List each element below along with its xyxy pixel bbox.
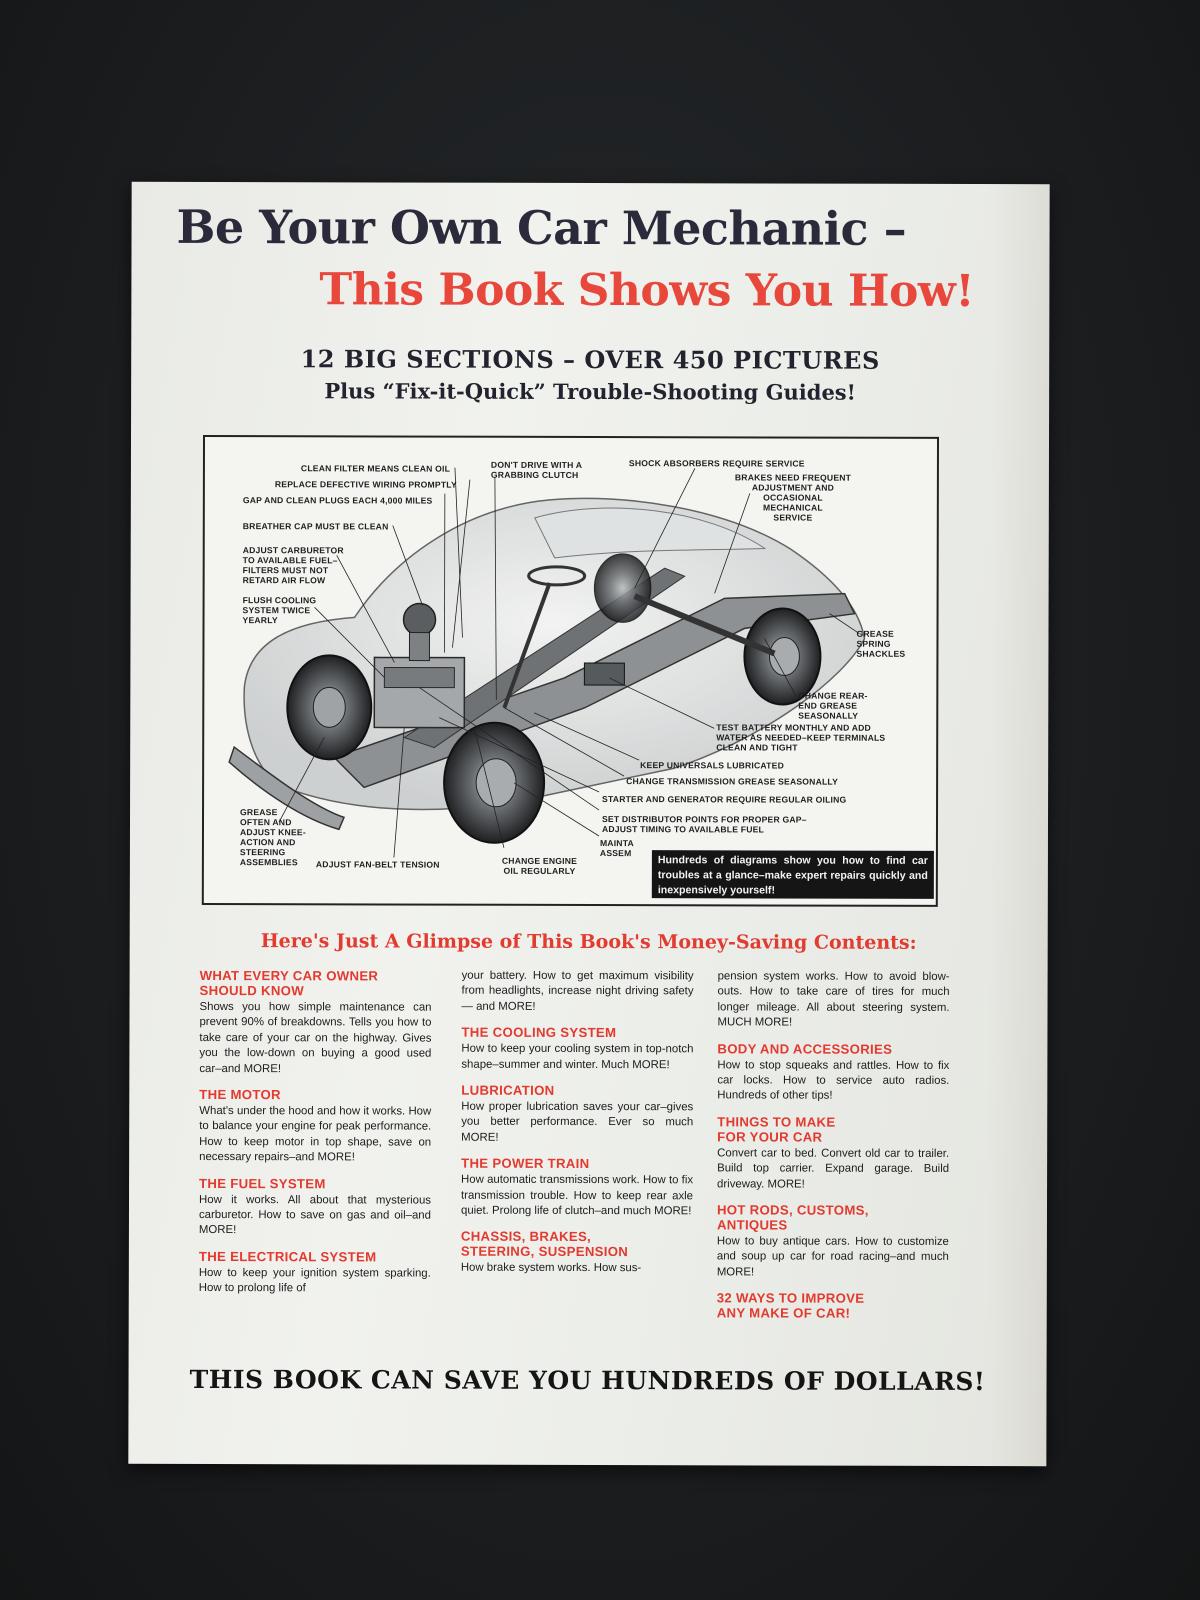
section-body: your battery. How to get maximum visibility from headlights, increase night driving safety — and MORE! xyxy=(461,969,694,1013)
label-gap-plugs: GAP AND CLEAN PLUGS EACH 4,000 MILES xyxy=(242,495,433,506)
diagram-caption: Hundreds of diagrams show you how to find car troubles at a glance–make expert repairs quickly and inexpensively yourself! xyxy=(652,850,934,899)
label-test-battery: TEST BATTERY MONTHLY AND ADD WATER AS NEEDED–KEEP TERMINALS CLEAN AND TIGHT xyxy=(716,722,886,753)
section-body: How automatic transmissions work. How to fix transmission trouble. How to keep rear axle quiet. Prolong life of clutch–and much MORE! xyxy=(460,1173,694,1218)
section-title: THE FUEL SYSTEM xyxy=(199,1175,326,1191)
label-carburetor: ADJUST CARBURETOR TO AVAILABLE FUEL– FILTERS MUST NOT RETARD AIR FLOW xyxy=(242,545,344,586)
contents-column-2 xyxy=(461,969,694,1277)
contents-title: Here's Just A Glimpse of This Book's Money-Saving Contents: xyxy=(260,930,917,954)
label-grease-shackles: GREASE SPRING SHACKLES xyxy=(856,628,906,659)
label-rear-end-grease: CHANGE REAR- END GREASE SEASONALLY xyxy=(798,690,868,721)
label-shock-absorbers: SHOCK ABSORBERS REQUIRE SERVICE xyxy=(628,458,805,469)
footer-slogan: THIS BOOK CAN SAVE YOU HUNDREDS OF DOLLARS! xyxy=(189,1364,986,1397)
label-breather-cap: BREATHER CAP MUST BE CLEAN xyxy=(242,521,389,532)
section-body: How brake system works. How sus- xyxy=(460,1262,642,1275)
section-title: LUBRICATION xyxy=(461,1082,555,1098)
label-grabbing-clutch: DON'T DRIVE WITH A GRABBING CLUTCH xyxy=(490,459,583,480)
section-body: How to keep your ignition system sparking. How to prolong life of xyxy=(198,1266,431,1295)
car-cutaway-diagram xyxy=(202,435,939,907)
label-distributor-points: SET DISTRIBUTOR POINTS FOR PROPER GAP– ADJUST TIMING TO AVAILABLE FUEL xyxy=(601,814,807,835)
label-keep-universals: KEEP UNIVERSALS LUBRICATED xyxy=(640,760,784,771)
sections-line: 12 BIG SECTIONS – OVER 450 PICTURES xyxy=(300,344,880,375)
section-body: Shows you how simple maintenance can prevent 90% of breakdowns. Tells you how to take care of your car on the highway. Gives you the low-down on buying a good used car–and MORE! xyxy=(199,1000,432,1075)
section-title: 32 WAYS TO IMPROVE ANY MAKE OF CAR! xyxy=(716,1290,865,1321)
section-title: THE COOLING SYSTEM xyxy=(461,1024,617,1041)
section-body: How to buy antique cars. How to customize and soup up car for road racing–and much MORE! xyxy=(716,1235,949,1279)
section-body: What's under the hood and how it works. How to balance your engine for peak performance. How to keep motor in top shape, save on necessary repairs–and MORE! xyxy=(199,1105,432,1164)
section-title: BODY AND ACCESSORIES xyxy=(717,1040,893,1057)
section-body: How to stop squeaks and rattles. How to fix car locks. How to service auto radios. Hundreds of other tips! xyxy=(717,1058,950,1103)
section-title: THE POWER TRAIN xyxy=(461,1155,590,1172)
headline: Be Your Own Car Mechanic – xyxy=(176,199,907,256)
section-body: How it works. All about that mysterious carburetor. How to save on gas and oil–and MORE! xyxy=(198,1193,432,1237)
label-flush-cooling: FLUSH COOLING SYSTEM TWICE YEARLY xyxy=(242,595,317,626)
section-title: THINGS TO MAKE FOR YOUR CAR xyxy=(717,1114,836,1145)
section-body: pension system works. How to avoid blow-outs. How to take care of tires for much longer mileage. All about steering system. MUCH MORE! xyxy=(717,970,950,1029)
label-brakes: BRAKES NEED FREQUENT ADJUSTMENT AND OCCASIONAL MECHANICAL SERVICE xyxy=(734,472,852,523)
label-fan-belt: ADJUST FAN-BELT TENSION xyxy=(315,859,440,870)
section-title: HOT RODS, CUSTOMS, ANTIQUES xyxy=(716,1202,869,1233)
subheadline: This Book Shows You How! xyxy=(319,264,975,318)
label-replace-wiring: REPLACE DEFECTIVE WIRING PROMPTLY xyxy=(274,479,457,490)
label-clean-filter: CLEAN FILTER MEANS CLEAN OIL xyxy=(300,463,451,474)
label-knee-action: GREASE OFTEN AND ADJUST KNEE- ACTION AND STEERING ASSEMBLIES xyxy=(239,807,306,868)
contents-column-1 xyxy=(199,968,432,1297)
section-title: WHAT EVERY CAR OWNER SHOULD KNOW xyxy=(199,967,379,999)
guides-line: Plus “Fix-it-Quick” Trouble-Shooting Guides! xyxy=(324,378,856,405)
label-change-engine-oil: CHANGE ENGINE OIL REGULARLY xyxy=(501,855,578,876)
section-body: How to keep your cooling system in top-notch shape–summer and winter. Much MORE! xyxy=(461,1042,694,1071)
book-back-cover xyxy=(128,182,1049,1466)
label-change-transmission: CHANGE TRANSMISSION GREASE SEASONALLY xyxy=(626,776,839,787)
section-body: Convert car to bed. Convert old car to trailer. Build top carrier. Expand garage. Build driveway. MORE! xyxy=(717,1147,950,1191)
contents-column-3 xyxy=(717,969,950,1321)
section-title: CHASSIS, BRAKES, STEERING, SUSPENSION xyxy=(460,1229,629,1260)
section-title: THE ELECTRICAL SYSTEM xyxy=(198,1248,377,1265)
label-starter-generator: STARTER AND GENERATOR REQUIRE REGULAR OILING xyxy=(602,794,847,805)
section-body: How proper lubrication saves your car–gives you better performance. Ever so much MORE! xyxy=(461,1100,694,1144)
section-title: THE MOTOR xyxy=(199,1087,281,1103)
label-maintain-assem: MAINTA ASSEM xyxy=(599,838,634,859)
